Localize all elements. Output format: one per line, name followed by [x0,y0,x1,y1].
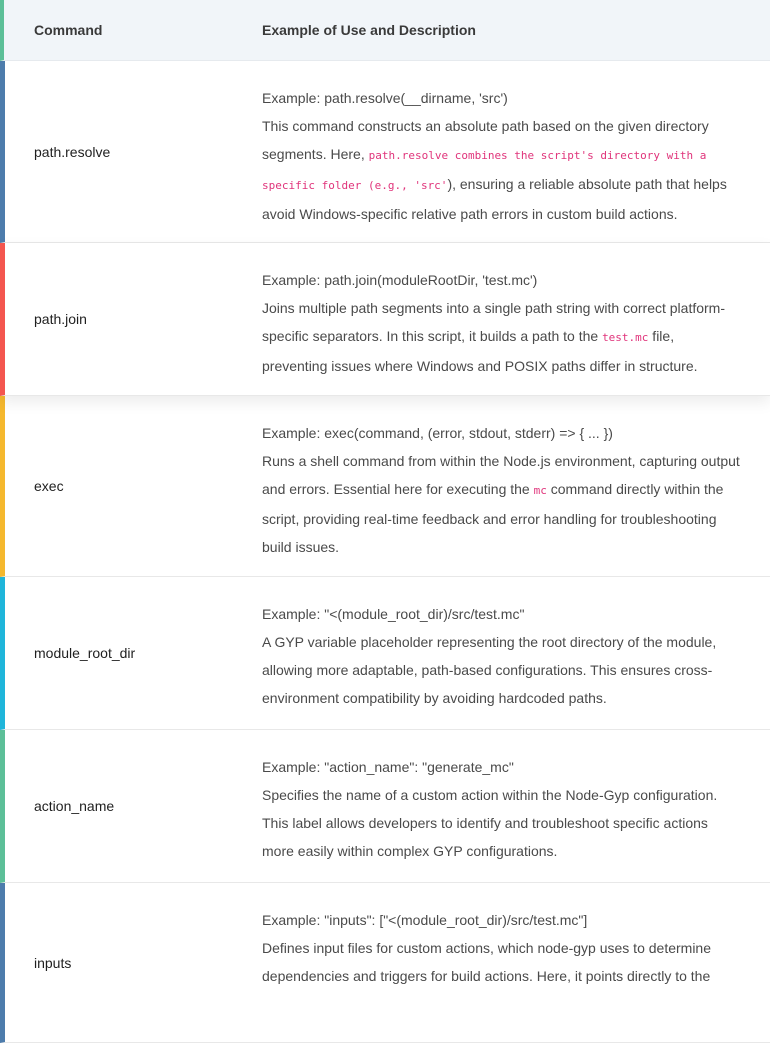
description-cell [262,883,770,1042]
desc-part: This command constructs an absolute path based on the given directory segments. Here, [262,118,709,162]
table-row [0,730,770,883]
example-text: Example: path.join(moduleRootDir, 'test.mc') [262,272,538,288]
description-cell [262,730,770,882]
example-text: Example: "inputs": ["<(module_root_dir)/src/test.mc"] [262,912,588,928]
header-example: Example of Use and Description [262,22,476,38]
description-text [262,294,740,380]
command-cell: module_root_dir [34,645,136,661]
description-text: A GYP variable placeholder representing the root directory of the module, allowing more adaptable, path-based configurations. This ensures cross-environment compatibility by avoiding hardcoded paths. [262,634,717,706]
description-text: Defines input files for custom actions, which node-gyp uses to determine dependencies and triggers for build actions. Here, it points directly to the [262,940,712,984]
command-cell: exec [34,478,64,494]
inline-code: mc [533,484,547,497]
table-row [0,61,770,243]
description-cell [262,577,770,729]
table-row [0,396,770,577]
table-row [0,883,770,1043]
command-cell: path.join [34,311,87,327]
desc-part: command directly within the script, providing real-time feedback and error handling for troubleshooting build issues. [262,481,724,555]
example-text: Example: "action_name": "generate_mc" [262,759,514,775]
inline-code: path.resolve combines the script's directory with a specific folder (e.g., 'src' [262,149,707,192]
description-cell [262,61,770,242]
description-cell [262,396,770,576]
desc-part: Runs a shell command from within the Node.js environment, capturing output and errors. Essential here for executing the [262,453,740,497]
description-cell [262,243,770,395]
description-text [262,112,740,228]
desc-part: file, preventing issues where Windows and POSIX paths differ in structure. [262,328,698,374]
desc-part: Joins multiple path segments into a single path string with correct platform-specific separators. In this script, it builds a path to the [262,300,725,344]
header-command: Command [34,22,103,38]
inline-code: test.mc [602,331,649,344]
example-text: Example: "<(module_root_dir)/src/test.mc" [262,606,525,622]
desc-part: ), ensuring a reliable absolute path that helps avoid Windows-specific relative path errors in custom build actions. [262,176,727,222]
example-text: Example: exec(command, (error, stdout, stderr) => { ... }) [262,425,613,441]
example-text: Example: path.resolve(__dirname, 'src') [262,90,508,106]
description-text [262,447,740,561]
table-row [0,577,770,730]
table-row [0,243,770,396]
command-cell: action_name [34,798,115,814]
table-header [0,0,770,61]
command-cell: inputs [34,954,72,971]
description-text: Specifies the name of a custom action within the Node-Gyp configuration. This label allows developers to identify and troubleshoot specific actions more easily within complex GYP configurations. [262,787,718,859]
command-cell: path.resolve [34,143,111,160]
